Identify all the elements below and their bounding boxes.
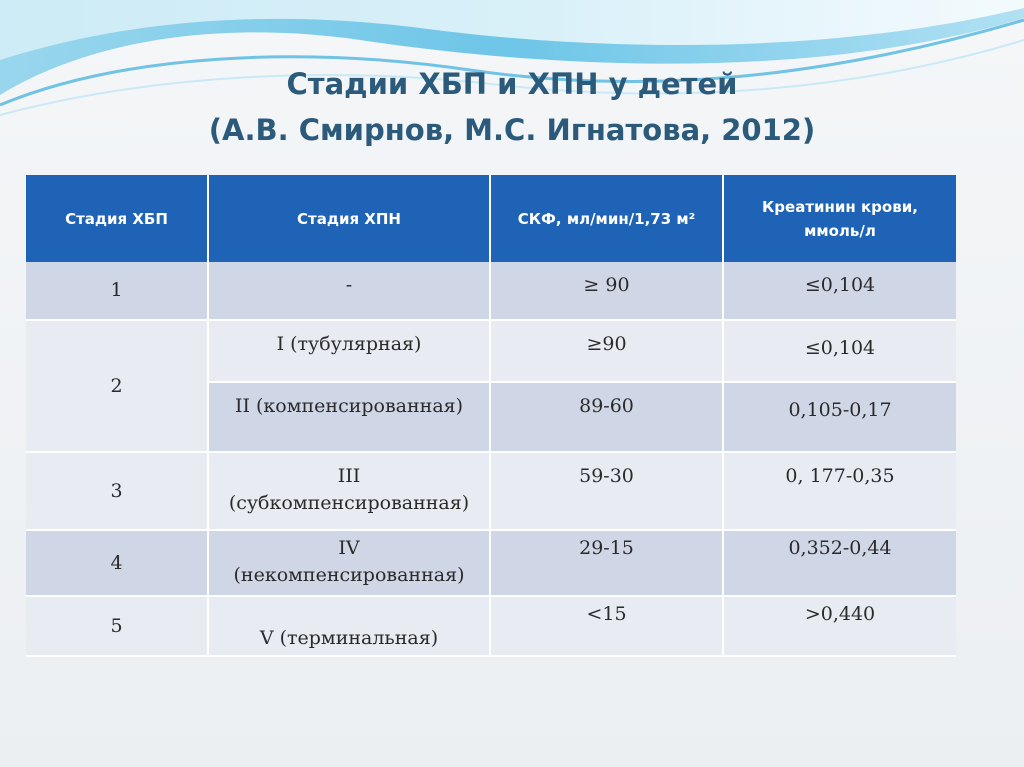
header-stage-ckd: Стадия ХБП <box>26 175 208 262</box>
cell-ckd-stage: 3 <box>26 452 208 530</box>
cell-creatinine: ≤0,104 <box>723 262 956 320</box>
cell-creatinine: 0, 177-0,35 <box>723 452 956 530</box>
header-creatinine <box>723 175 956 262</box>
table-header-row <box>26 175 956 262</box>
cell-ckd-stage: 2 <box>26 320 208 452</box>
cell-ckd-stage: 4 <box>26 530 208 596</box>
cell-crf-stage: II (компенсированная) <box>208 382 490 452</box>
cell-gfr: <15 <box>490 596 723 656</box>
page-title: Стадии ХБП и ХПН у детей <box>286 67 738 101</box>
cell-creatinine: >0,440 <box>723 596 956 656</box>
cell-crf-stage-line2: (субкомпенсированная) <box>228 492 470 514</box>
cell-gfr: ≥90 <box>490 320 723 382</box>
cell-ckd-stage: 5 <box>26 596 208 656</box>
cell-gfr: 59-30 <box>490 452 723 530</box>
table-row <box>26 530 956 596</box>
cell-crf-stage: I (тубулярная) <box>208 320 490 382</box>
table-row <box>26 596 956 656</box>
cell-gfr: 29-15 <box>490 530 723 596</box>
table-row <box>26 452 956 530</box>
cell-crf-stage: - <box>208 262 490 320</box>
table-row <box>26 262 956 320</box>
cell-crf-stage: V (терминальная) <box>208 596 490 656</box>
cell-creatinine: 0,352-0,44 <box>723 530 956 596</box>
page-subtitle-authors: (А.В. Смирнов, М.С. Игнатова, 2012) <box>208 113 816 147</box>
header-stage-crf: Стадия ХПН <box>208 175 490 262</box>
cell-ckd-stage: 1 <box>26 262 208 320</box>
cell-crf-stage <box>208 530 490 596</box>
cell-creatinine: 0,105-0,17 <box>723 382 956 452</box>
cell-creatinine: ≤0,104 <box>723 320 956 382</box>
ckd-stages-table <box>26 175 956 657</box>
cell-crf-stage <box>208 452 490 530</box>
cell-crf-stage-line1: IV <box>338 537 360 559</box>
cell-crf-stage-line2: (некомпенсированная) <box>233 564 465 586</box>
cell-gfr: ≥ 90 <box>490 262 723 320</box>
cell-gfr: 89-60 <box>490 382 723 452</box>
header-creatinine-line2: ммоль/л <box>804 221 876 240</box>
cell-crf-stage-line1: III <box>337 465 361 487</box>
header-gfr: СКФ, мл/мин/1,73 м² <box>490 175 723 262</box>
header-creatinine-line1: Креатинин крови, <box>762 197 918 216</box>
table-row <box>26 320 956 382</box>
